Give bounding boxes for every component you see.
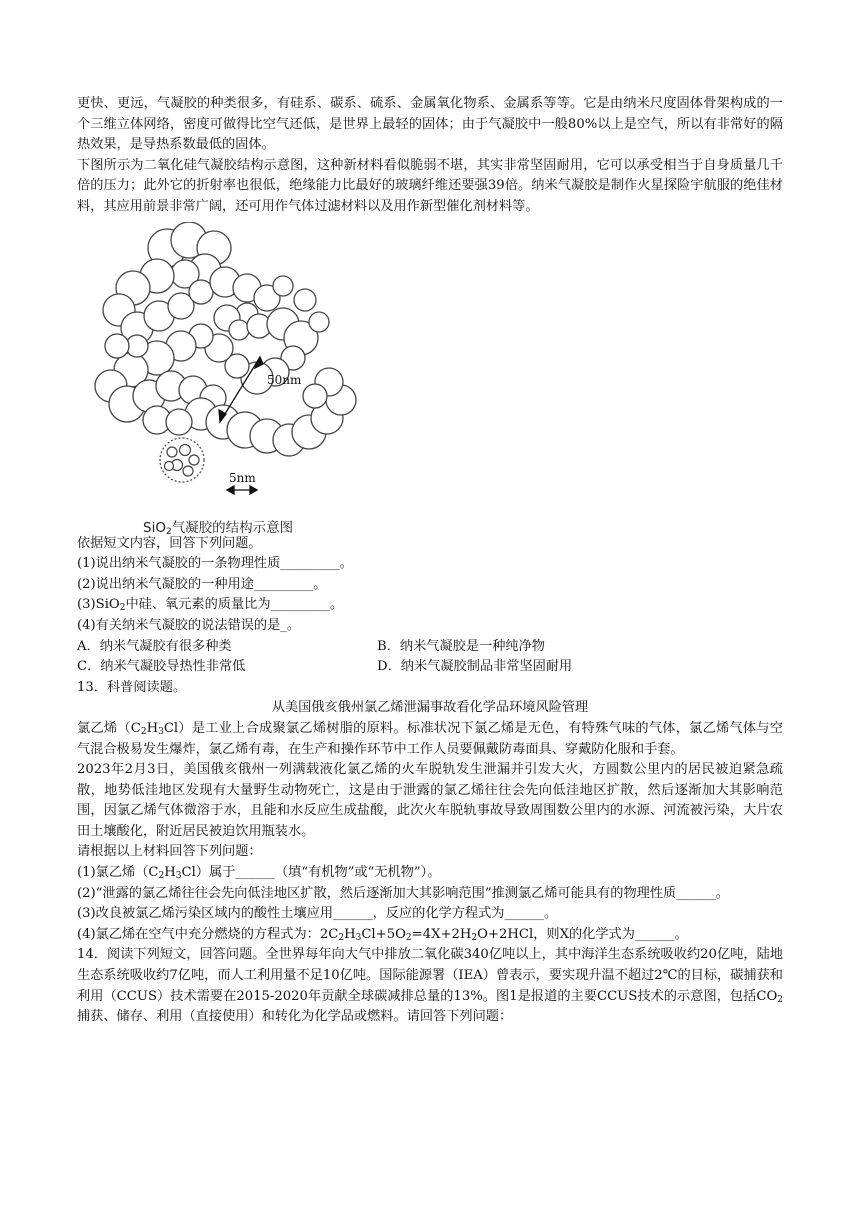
q13-question-3: (3)改良被氯乙烯污染区域内的酸性土壤应用______，反应的化学方程式为______。 <box>77 906 558 922</box>
q12-question-4: (4)有关纳米气凝胶的说法错误的是_。 <box>77 617 301 633</box>
document-page <box>77 94 783 1028</box>
option-d: D．纳米气凝胶制品非常坚固耐用 <box>377 659 573 675</box>
q12-intro: 依据短文内容，回答下列问题。 <box>77 535 262 551</box>
q13-heading: 13．科普阅读题。 <box>77 679 187 695</box>
silica-sphere <box>105 334 129 358</box>
label-50nm: 50nm <box>267 372 302 387</box>
q12-question-1: (1)说出纳米气凝胶的一条物理性质_________。 <box>77 556 353 572</box>
silica-sphere <box>229 320 249 340</box>
q13-article-title: 从美国俄亥俄州氯乙烯泄漏事故看化学品环境风险管理 <box>271 700 589 716</box>
aerogel-diagram <box>77 222 377 522</box>
q12-question-2: (2)说出纳米气凝胶的一种用途_________。 <box>77 576 327 592</box>
dimension-arrow-5nm <box>227 486 257 494</box>
q13-intro: 请根据以上材料回答下列问题： <box>77 844 262 860</box>
option-a: A．纳米气凝胶有很多种类 <box>77 638 232 654</box>
q13-question-1: (1)氯乙烯$(C_2H_3Cl)$属于______（填“有机物”或“无机物”）。 <box>77 865 441 882</box>
q13-question-4: (4)氯乙烯在空气中充分燃烧的方程式为：$2C_2H_3Cl+5O_2=4X+2H_2O+2HCl$，则X的化学式为______。 <box>77 926 688 943</box>
particle-cluster <box>160 438 204 482</box>
silica-sphere <box>189 280 213 304</box>
q13-paragraph-2: 2023年2月3日，美国俄亥俄州一列满载液化氯乙烯的火车脱轨发生泄漏并引发大火，方圆数公里内的居民被迫紧急疏散，地势低洼地区发现有大量野生动物死亡，这是由于泄露的氯乙烯往往会先向低洼地区扩散，然后逐渐加大其影响范围，因氯乙烯气体微溶于水，且能和水反应生成盐酸，此次火车脱轨事故导致周围数公里内的水源、河流被污染，大片农田土壤酸化，附近居民被迫饮用瓶装水。 <box>77 762 783 839</box>
silica-sphere <box>294 289 316 311</box>
q12-options-row-2 <box>77 657 783 678</box>
option-c: C．纳米气凝胶导热性非常低 <box>77 659 246 675</box>
silica-sphere <box>309 312 329 332</box>
silica-sphere <box>273 276 293 296</box>
figure-caption: SiO$_2$气凝胶的结构示意图 <box>143 519 294 537</box>
q14-paragraph: 14．阅读下列短文，回答问题。全世界每年向大气中排放二氧化碳340亿吨以上，其中海洋生态系统吸收约20亿吨，陆地生态系统吸收约7亿吨，而人工利用量不足10亿吨。国际能源署（IEA）曾表示，要实现升温不超过2℃的目标，碳捕获和利用（CCUS）技术需要在2015-2020年贡献全球碳减排总量的13%。图1是报道的主要CCUS技术的示意图，包括$CO_2$捕获、储存、利用（直接使用）和转化为化学品或燃料。请回答下列问题： <box>77 947 783 1025</box>
q13-paragraph-1: 氯乙烯$(C_2H_3Cl)$是工业上合成聚氯乙烯树脂的原料。标准状况下氯乙烯是无色，有特殊气味的气体，氯乙烯气体与空气混合极易发生爆炸，氯乙烯有毒，在生产和操作环节中工作人员要佩戴防毒面具、穿戴防化服和手套。 <box>77 720 783 757</box>
paragraph-aerogel-types: 更快、更远，气凝胶的种类很多，有硅系、碳系、硫系、金属氧化物系、金属系等等。它是由纳米尺度固体骨架构成的一个三维立体网络，密度可做得比空气还低，是世界上最轻的固体；由于气凝胶中一般80%以上是空气，所以有非常好的隔热效果，是导热系数最低的固体。 <box>77 96 783 153</box>
sio2-aerogel-structure-figure <box>77 222 377 537</box>
silica-sphere <box>166 409 192 435</box>
silica-sphere <box>303 384 327 408</box>
option-b: B．纳米气凝胶是一种纯净物 <box>377 638 545 654</box>
q12-question-3: (3)SiO$_2$中硅、氧元素的质量比为_________。 <box>77 597 344 614</box>
label-5nm: 5nm <box>229 470 256 485</box>
q13-question-2: (2)“泄露的氯乙烯往往会先向低洼地区扩散，然后逐渐加大其影响范围”推测氯乙烯可能具有的物理性质______。 <box>77 885 729 901</box>
q12-options-row-1 <box>77 637 783 658</box>
paragraph-sio2-aerogel: 下图所示为二氧化硅气凝胶结构示意图，这种新材料看似脆弱不堪，其实非常坚固耐用，它可以承受相当于自身质量几千倍的压力；此外它的折射率也很低，绝缘能力比最好的玻璃纤维还要强39倍。纳米气凝胶是制作火星探险宇航服的绝佳材料，其应用前景非常广阔，还可用作气体过滤材料以及用作新型催化剂材料等。 <box>77 157 783 214</box>
